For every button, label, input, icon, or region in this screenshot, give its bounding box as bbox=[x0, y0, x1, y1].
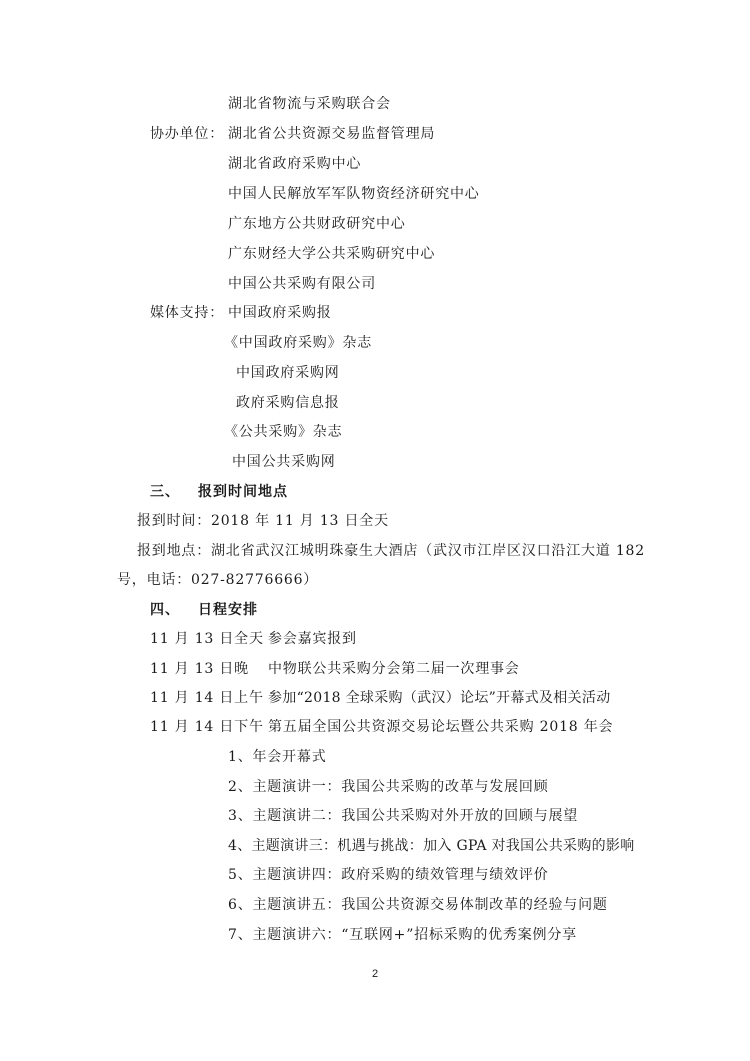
agenda-item: 1、年会开幕式 bbox=[228, 749, 327, 765]
schedule-event: 第五届全国公共资源交易论坛暨公共采购 2018 年会 bbox=[268, 719, 614, 735]
media-item: 中国政府采购报 bbox=[228, 305, 332, 321]
co-organizer-item: 湖北省公共资源交易监督管理局 bbox=[228, 126, 436, 142]
schedule-time: 11 月 13 日晚 bbox=[150, 661, 249, 677]
media-item: 《中国政府采购》杂志 bbox=[224, 335, 372, 351]
agenda-item: 4、主题演讲三：机遇与挑战：加入 GPA 对我国公共采购的影响 bbox=[228, 838, 635, 854]
checkin-time: 报到时间：2018 年 11 月 13 日全天 bbox=[137, 513, 389, 529]
schedule-event: 参加“2018 全球采购（武汉）论坛”开幕式及相关活动 bbox=[268, 690, 611, 706]
co-organizer-item: 中国人民解放军军队物资经济研究中心 bbox=[228, 186, 480, 202]
agenda-item: 2、主题演讲一：我国公共采购的改革与发展回顾 bbox=[228, 779, 549, 795]
media-item: 中国政府采购网 bbox=[236, 365, 340, 381]
schedule-time: 11 月 14 日上午 bbox=[150, 690, 264, 706]
page-number: 2 bbox=[371, 968, 379, 980]
media-support-label: 媒体支持： bbox=[150, 305, 224, 321]
schedule-event: 中物联公共采购分会第二届一次理事会 bbox=[268, 661, 520, 677]
agenda-item: 6、主题演讲五：我国公共资源交易体制改革的经验与问题 bbox=[228, 897, 608, 913]
co-organizer-item: 广东财经大学公共采购研究中心 bbox=[228, 246, 436, 262]
agenda-item: 3、主题演讲二：我国公共采购对外开放的回顾与展望 bbox=[228, 808, 579, 824]
section-3-title: 报到时间地点 bbox=[198, 484, 288, 500]
co-organizer-item: 广东地方公共财政研究中心 bbox=[228, 216, 406, 232]
schedule-event: 参会嘉宾报到 bbox=[268, 631, 357, 647]
media-item: 中国公共采购网 bbox=[232, 454, 336, 470]
media-item: 政府采购信息报 bbox=[236, 395, 340, 411]
co-organizer-label: 协办单位： bbox=[150, 126, 224, 142]
checkin-place: 报到地点：湖北省武汉江城明珠豪生大酒店（武汉市江岸区汉口沿江大道 182 bbox=[137, 543, 645, 559]
agenda-item: 5、主题演讲四：政府采购的绩效管理与绩效评价 bbox=[228, 867, 549, 883]
schedule-time: 11 月 14 日下午 bbox=[150, 719, 264, 735]
section-3-number: 三、 bbox=[150, 484, 180, 500]
checkin-place-continued: 号，电话：027-82776666） bbox=[117, 572, 319, 588]
schedule-time: 11 月 13 日全天 bbox=[150, 631, 264, 647]
section-4-number: 四、 bbox=[150, 602, 180, 618]
organizer-continued: 湖北省物流与采购联合会 bbox=[228, 96, 391, 112]
agenda-item: 7、主题演讲六：“互联网+”招标采购的优秀案例分享 bbox=[228, 927, 577, 943]
media-item: 《公共采购》杂志 bbox=[224, 424, 343, 440]
co-organizer-item: 湖北省政府采购中心 bbox=[228, 156, 362, 172]
section-4-title: 日程安排 bbox=[198, 602, 258, 618]
co-organizer-item: 中国公共采购有限公司 bbox=[228, 276, 376, 292]
